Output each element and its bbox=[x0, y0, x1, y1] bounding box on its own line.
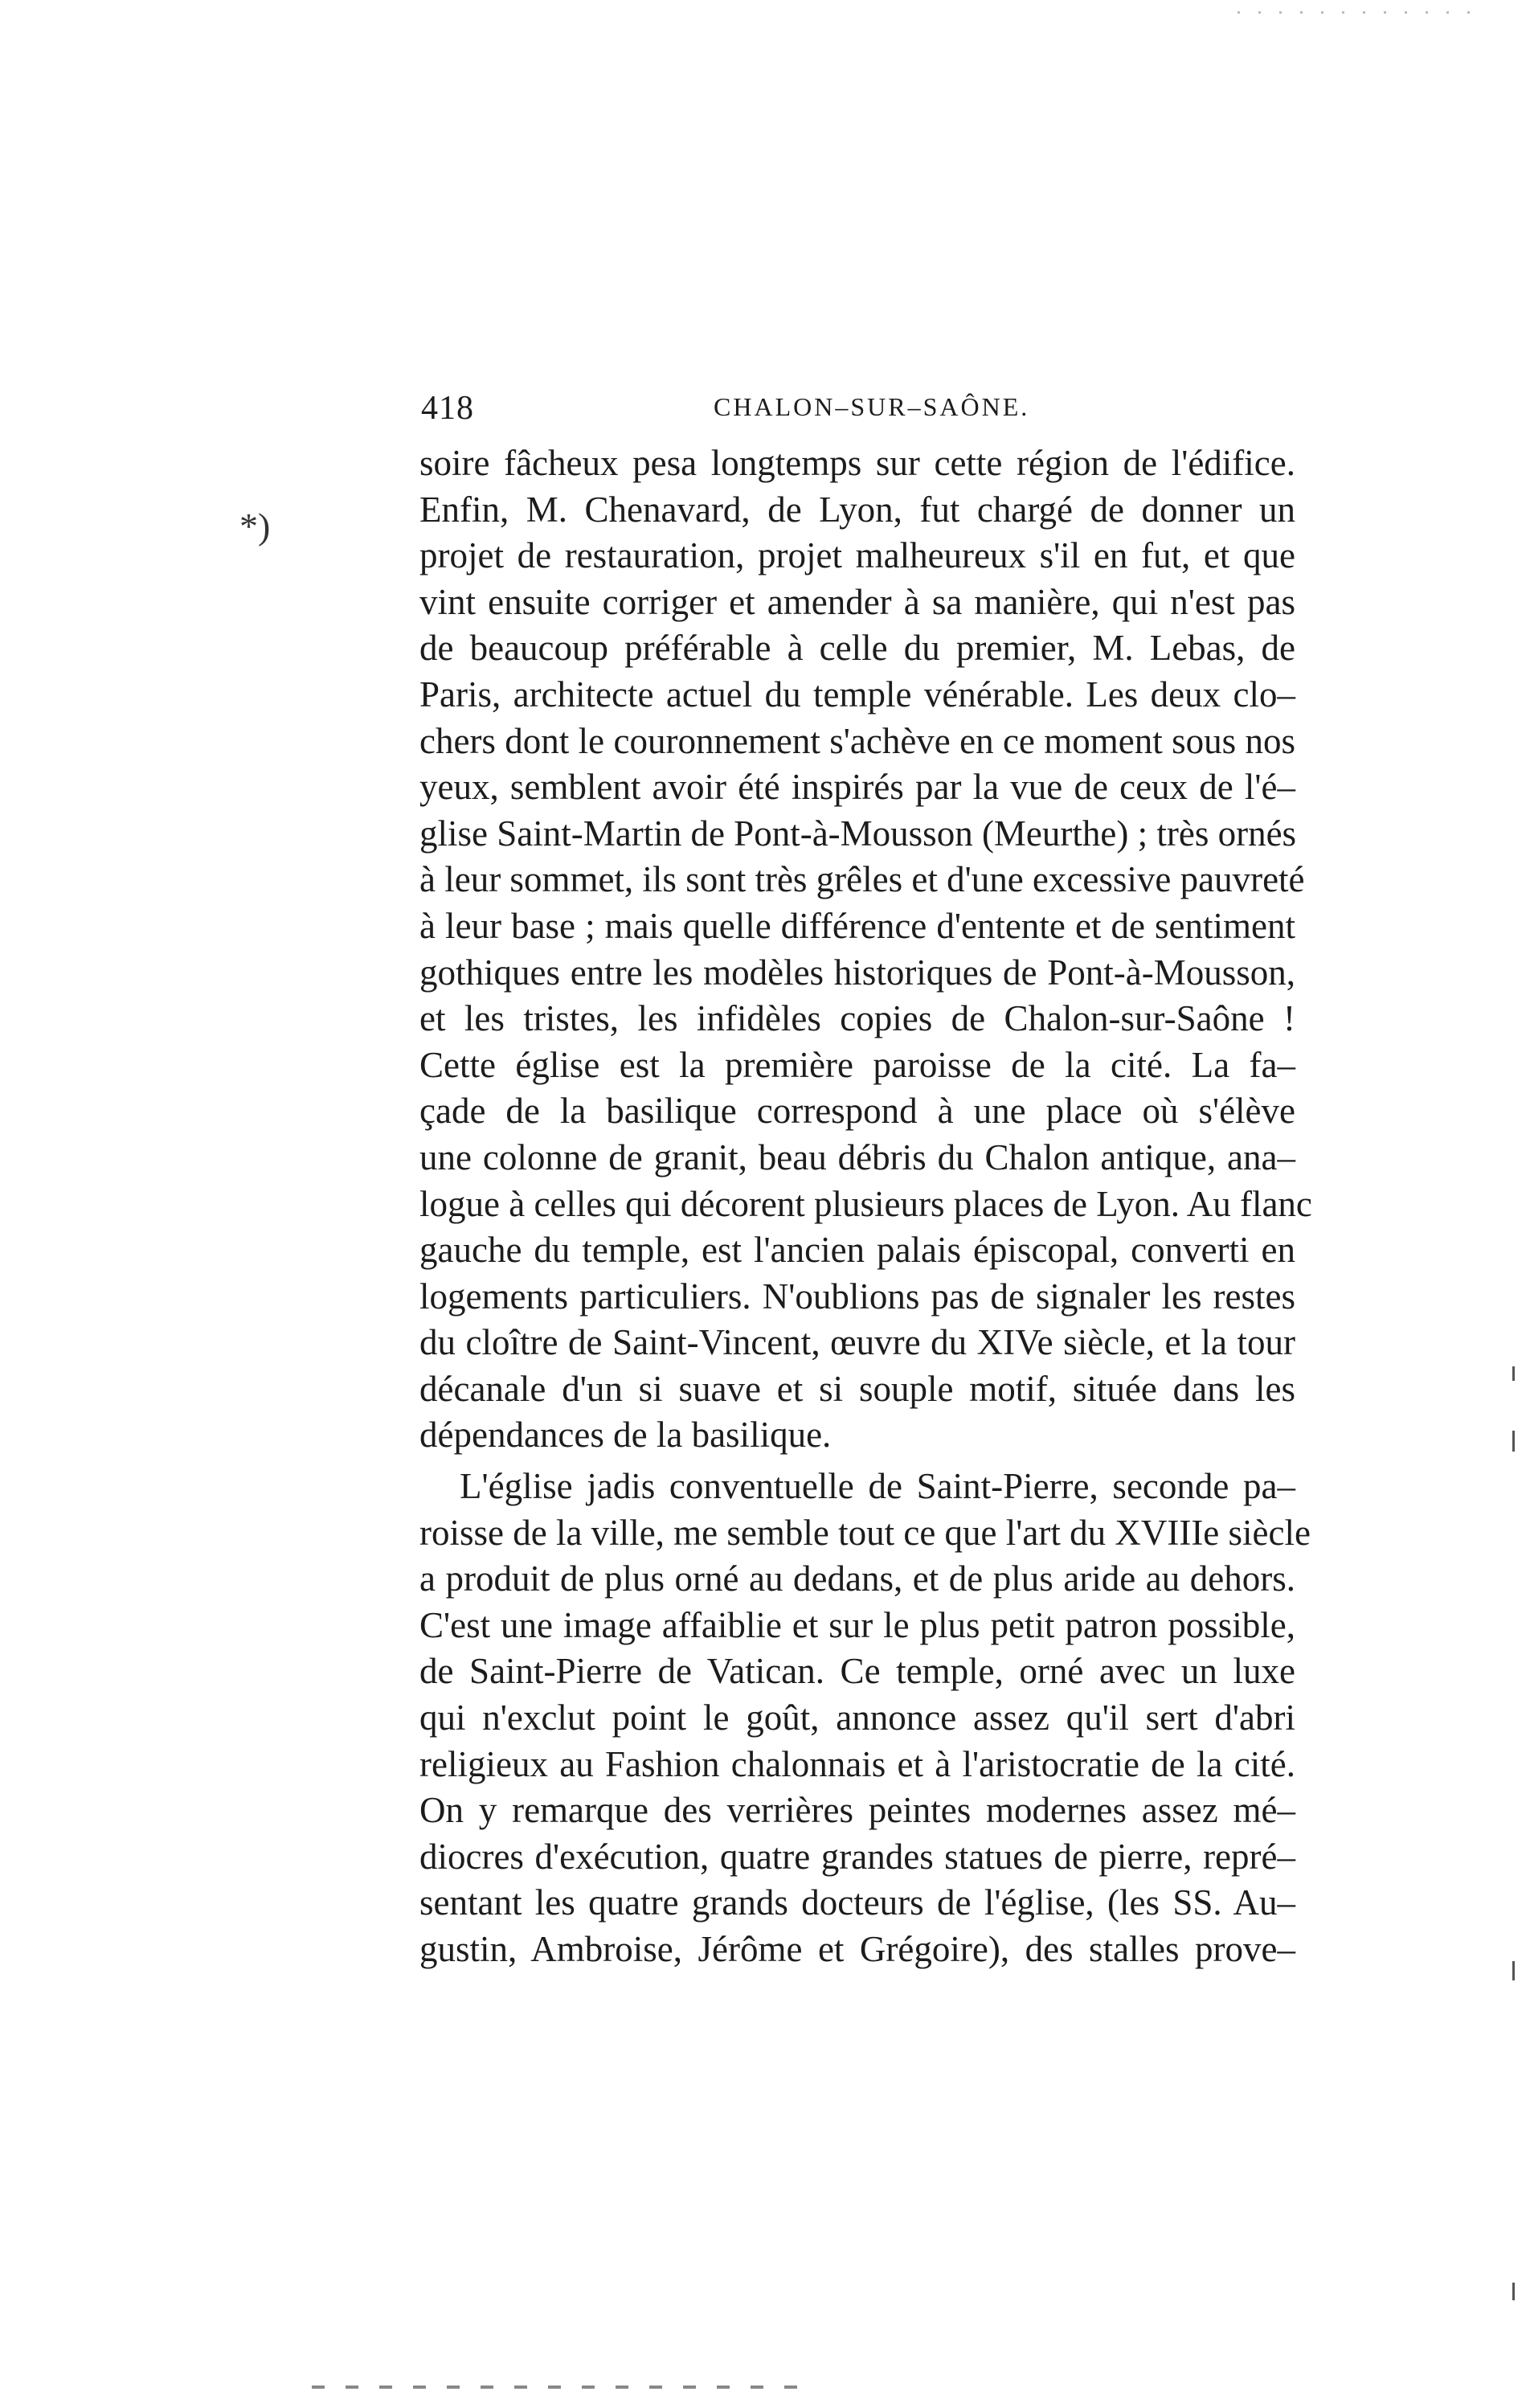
text-line: glise Saint-Martin de Pont-à-Mousson (Meurthe) ; très ornés bbox=[419, 813, 1297, 854]
text-line: vint ensuite corriger et amender à sa manière, qui n'est pas bbox=[419, 581, 1295, 622]
text-line: de beaucoup préférable à celle du premier, M. Lebas, de bbox=[419, 628, 1295, 669]
scan-artifact-bottom bbox=[312, 2385, 810, 2389]
text-line: une colonne de granit, beau débris du Chalon antique, ana– bbox=[419, 1136, 1295, 1177]
margin-annotation: *) bbox=[239, 506, 271, 547]
text-line: religieux au Fashion chalonnais et à l'aristocratie de la cité. bbox=[419, 1743, 1295, 1784]
text-line: Enfin, M. Chenavard, de Lyon, fut chargé de donner un bbox=[419, 489, 1295, 530]
text-line: et les tristes, les infidèles copies de Chalon-sur-Saône ! bbox=[419, 998, 1295, 1039]
text-line: On y remarque des verrières peintes modernes assez mé– bbox=[419, 1790, 1295, 1831]
page-number: 418 bbox=[421, 390, 474, 427]
running-title: CHALON–SUR–SAÔNE. bbox=[714, 392, 1030, 421]
text-line: yeux, semblent avoir été inspirés par la vue de ceux de l'é– bbox=[419, 767, 1295, 808]
text-line: L'église jadis conventuelle de Saint-Pierre, seconde pa– bbox=[460, 1466, 1295, 1507]
body-text bbox=[419, 440, 1312, 1973]
scan-edge-mark bbox=[1512, 1366, 1515, 1381]
text-line: Paris, architecte actuel du temple vénérable. Les deux clo– bbox=[419, 674, 1295, 715]
text-line: diocres d'exécution, quatre grandes statues de pierre, repré– bbox=[419, 1836, 1295, 1877]
text-line: gauche du temple, est l'ancien palais épiscopal, converti en bbox=[419, 1230, 1295, 1271]
text-line: projet de restauration, projet malheureux s'il en fut, et que bbox=[419, 535, 1295, 576]
text-line: çade de la basilique correspond à une place où s'élève bbox=[419, 1091, 1295, 1132]
page-header bbox=[421, 389, 1291, 437]
text-line: logements particuliers. N'oublions pas de signaler les restes bbox=[419, 1276, 1295, 1317]
scan-edge-mark bbox=[1512, 1431, 1515, 1452]
text-line: de Saint-Pierre de Vatican. Ce temple, orné avec un luxe bbox=[419, 1651, 1295, 1692]
text-line: soire fâcheux pesa longtemps sur cette région de l'édifice. bbox=[419, 443, 1295, 483]
text-line: décanale d'un si suave et si souple motif, située dans les bbox=[419, 1368, 1295, 1409]
text-line: C'est une image affaiblie et sur le plus petit patron possible, bbox=[419, 1604, 1295, 1645]
text-line: gustin, Ambroise, Jérôme et Grégoire), des stalles prove– bbox=[419, 1929, 1295, 1969]
text-line: dépendances de la basilique. bbox=[419, 1415, 832, 1456]
text-line: Cette église est la première paroisse de la cité. La fa– bbox=[419, 1044, 1295, 1085]
text-line: du cloître de Saint-Vincent, œuvre du XIVe siècle, et la tour bbox=[419, 1322, 1295, 1363]
scan-artifact-top bbox=[1238, 11, 1479, 14]
text-line: a produit de plus orné au dedans, et de plus aride au dehors. bbox=[419, 1558, 1295, 1599]
text-line: gothiques entre les modèles historiques de Pont-à-Mousson, bbox=[419, 952, 1295, 993]
text-line: chers dont le couronnement s'achève en ce moment sous nos bbox=[419, 720, 1295, 761]
text-line: roisse de la ville, me semble tout ce que l'art du XVIIIe siècle bbox=[419, 1512, 1311, 1553]
text-line: à leur base ; mais quelle différence d'entente et de sentiment bbox=[419, 905, 1295, 946]
scan-edge-mark bbox=[1512, 2283, 1515, 2300]
text-line: logue à celles qui décorent plusieurs places de Lyon. Au flanc bbox=[419, 1183, 1312, 1224]
text-line: sentant les quatre grands docteurs de l'église, (les SS. Au– bbox=[419, 1882, 1295, 1923]
text-line: qui n'exclut point le goût, annonce assez qu'il sert d'abri bbox=[419, 1697, 1295, 1738]
scan-edge-mark bbox=[1512, 1961, 1515, 1980]
text-line: à leur sommet, ils sont très grêles et d'une excessive pauvreté bbox=[419, 859, 1305, 900]
